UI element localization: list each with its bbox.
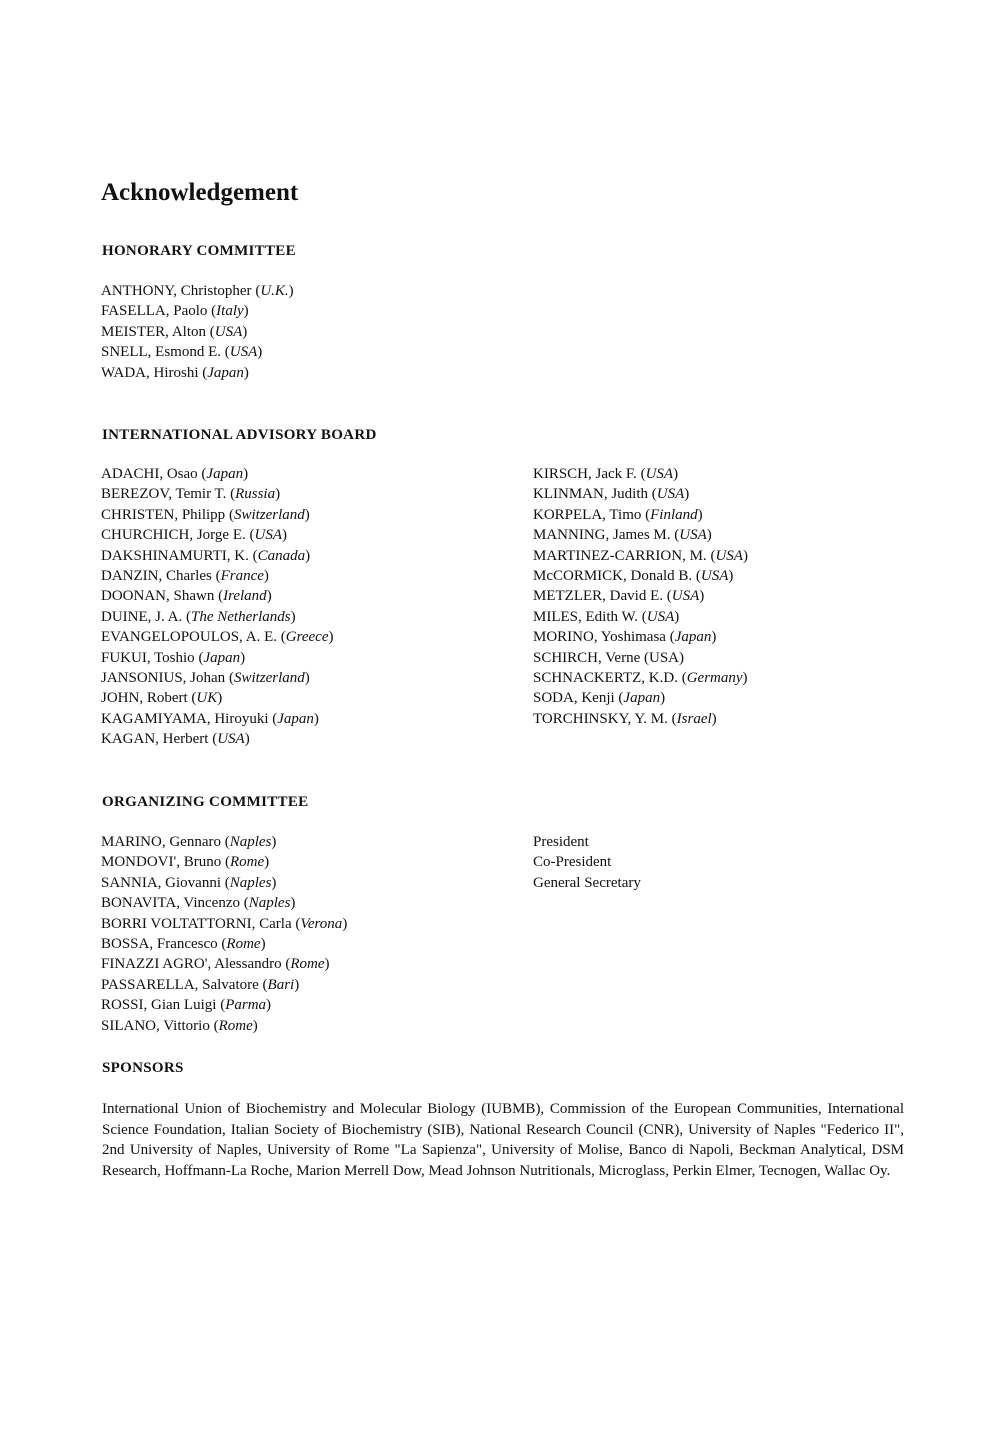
member-name: SCHNACKERTZ, K.D.: [533, 670, 678, 687]
advisory-board-left-list: [101, 464, 333, 750]
member-country: Israel: [676, 710, 712, 727]
member-entry: KAGAMIYAMA, Hiroyuki (Japan): [101, 710, 319, 727]
member-country: Russia: [235, 486, 276, 503]
member-name: BORRI VOLTATTORNI, Carla: [101, 915, 292, 932]
member-entry: FUKUI, Toshio (Japan): [101, 649, 246, 666]
member-name: MEISTER, Alton: [101, 323, 207, 340]
member-country: USA: [217, 731, 245, 748]
member-name: SODA, Kenji: [533, 690, 615, 707]
member-entry: ADACHI, Osao (Japan): [101, 466, 249, 482]
advisory-board-right-list: [533, 464, 748, 729]
member-country: Bari: [267, 976, 295, 993]
member-country: Ireland: [223, 588, 267, 605]
member-name: FUKUI, Toshio: [101, 649, 195, 666]
organizing-committee-heading: ORGANIZING COMMITTEE: [102, 794, 309, 810]
member-country: Rome: [218, 1017, 253, 1034]
member-country: Canada: [257, 547, 306, 564]
member-country: USA: [229, 344, 258, 361]
member-entry: JOHN, Robert (UK): [101, 690, 223, 707]
member-country: Japan: [623, 690, 661, 707]
member-country: Naples: [229, 874, 272, 891]
member-name: TORCHINSKY, Y. M.: [533, 710, 668, 727]
member-country: USA: [671, 588, 700, 605]
member-entry: BORRI VOLTATTORNI, Carla (Verona): [101, 915, 348, 932]
member-country: USA: [679, 527, 707, 544]
member-entry: CHURCHICH, Jorge E. (USA): [101, 527, 287, 544]
member-country: Italy: [216, 303, 244, 320]
member-name: ROSSI, Gian Luigi: [101, 997, 217, 1014]
member-entry: CHRISTEN, Philipp (Switzerland): [101, 506, 310, 523]
member-name: SNELL, Esmond E.: [101, 344, 221, 361]
member-entry: METZLER, David E. (USA): [533, 588, 705, 605]
member-entry: DAKSHINAMURTI, K. (Canada): [101, 547, 311, 564]
member-entry: EVANGELOPOULOS, A. E. (Greece): [101, 629, 334, 646]
member-entry: PASSARELLA, Salvatore (Bari): [101, 976, 300, 993]
member-name: KAGAMIYAMA, Hiroyuki: [101, 710, 269, 727]
member-entry: MARINO, Gennaro (Naples): [101, 834, 277, 850]
member-country: U.K.: [260, 283, 289, 299]
member-name: ADACHI, Osao: [101, 466, 198, 482]
member-country: Japan: [674, 629, 712, 646]
member-entry: KLINMAN, Judith (USA): [533, 486, 690, 503]
member-entry: MORINO, Yoshimasa (Japan): [533, 629, 717, 646]
member-name: DOONAN, Shawn: [101, 588, 215, 605]
member-name: BOSSA, Francesco: [101, 936, 218, 953]
member-entry: MONDOVI', Bruno (Rome): [101, 854, 270, 871]
member-country: USA: [700, 568, 729, 585]
member-country: Greece: [285, 629, 329, 646]
member-entry: KAGAN, Herbert (USA): [101, 731, 250, 748]
member-entry: MARTINEZ-CARRION, M. (USA): [533, 547, 748, 564]
member-country: Switzerland: [233, 670, 305, 687]
member-entry: MANNING, James M. (USA): [533, 527, 712, 544]
member-name: EVANGELOPOULOS, A. E.: [101, 629, 277, 646]
member-name: DANZIN, Charles: [101, 568, 212, 585]
member-entry: JANSONIUS, Johan (Switzerland): [101, 670, 310, 687]
member-country: Japan: [206, 466, 244, 482]
role-general-secretary: General Secretary: [533, 874, 641, 891]
member-entry: SILANO, Vittorio (Rome): [101, 1017, 258, 1034]
member-country: France: [220, 568, 264, 585]
page-title: Acknowledgement: [101, 179, 299, 206]
advisory-board-heading: INTERNATIONAL ADVISORY BOARD: [102, 427, 377, 443]
member-entry: SODA, Kenji (Japan): [533, 690, 666, 707]
member-country: USA: [646, 608, 675, 625]
honorary-committee-heading: HONORARY COMMITTEE: [102, 243, 296, 259]
member-country: Rome: [290, 956, 325, 973]
member-country: The Netherlands: [191, 608, 291, 625]
member-entry: BEREZOV, Temir T. (Russia): [101, 486, 281, 503]
member-country: Japan: [277, 710, 314, 727]
member-country: Finland: [650, 506, 698, 523]
member-entry: KIRSCH, Jack F. (USA): [533, 466, 679, 482]
member-name: WADA, Hiroshi: [101, 364, 199, 381]
member-name: CHRISTEN, Philipp: [101, 506, 226, 523]
member-entry: FINAZZI AGRO', Alessandro (Rome): [101, 956, 330, 973]
member-name: MANNING, James M.: [533, 527, 671, 544]
member-country: Parma: [225, 997, 267, 1014]
member-country: USA: [645, 466, 674, 482]
member-country: Verona: [300, 915, 343, 932]
member-name: FASELLA, Paolo: [101, 303, 208, 320]
member-name: MARTINEZ-CARRION, M.: [533, 547, 707, 564]
member-entry: TORCHINSKY, Y. M. (Israel): [533, 710, 717, 727]
member-name: KAGAN, Herbert: [101, 731, 209, 748]
member-country: USA: [214, 323, 243, 340]
member-name: SANNIA, Giovanni: [101, 874, 221, 891]
member-country: USA: [254, 527, 282, 544]
member-entry: KORPELA, Timo (Finland): [533, 506, 703, 523]
member-name: BONAVITA, Vincenzo: [101, 895, 240, 912]
member-entry: BONAVITA, Vincenzo (Naples): [101, 895, 296, 912]
member-name: DUINE, J. A.: [101, 608, 183, 625]
member-entry: SCHNACKERTZ, K.D. (Germany): [533, 670, 748, 687]
member-name: BEREZOV, Temir T.: [101, 486, 227, 503]
organizing-committee-list: [101, 832, 347, 1036]
member-name: MORINO, Yoshimasa: [533, 629, 666, 646]
member-country: UK: [196, 690, 218, 707]
member-country: Naples: [248, 895, 291, 912]
member-country: USA: [648, 649, 679, 666]
member-entry: FASELLA, Paolo (Italy): [101, 303, 249, 320]
member-name: KORPELA, Timo: [533, 506, 642, 523]
honorary-committee-list: [101, 281, 294, 383]
member-name: CHURCHICH, Jorge E.: [101, 527, 246, 544]
member-name: JOHN, Robert: [101, 690, 188, 707]
member-country: USA: [715, 547, 743, 564]
member-entry: MILES, Edith W. (USA): [533, 608, 680, 625]
member-country: Japan: [207, 364, 244, 381]
member-entry: ROSSI, Gian Luigi (Parma): [101, 997, 272, 1014]
member-entry: WADA, Hiroshi (Japan): [101, 364, 249, 381]
member-name: MARINO, Gennaro: [101, 834, 221, 850]
role-co-president: Co-President: [533, 854, 612, 871]
member-name: SILANO, Vittorio: [101, 1017, 210, 1034]
member-entry: DANZIN, Charles (France): [101, 568, 269, 585]
member-entry: DOONAN, Shawn (Ireland): [101, 588, 272, 605]
member-entry: DUINE, J. A. (The Netherlands): [101, 608, 296, 625]
member-country: Rome: [226, 936, 261, 953]
member-name: JANSONIUS, Johan: [101, 670, 226, 687]
organizing-roles-list: [533, 832, 641, 893]
sponsors-text: International Union of Biochemistry and Molecular Biology (IUBMB), Commission of the European Communities, International Science Foundation, Italian Society of Biochemistry (SIB), National Research Council (CNR), University of Naples "Federico II", 2nd University of Naples, University of Rome "La Sapienza", University of Molise, Banco di Napoli, Beckman Analytical, DSM Research, Hoffmann-La Roche, Marion Merrell Dow, Mead Johnson Nutritionals, Microglass, Perkin Elmer, Tecnogen, Wallac Oy.: [102, 1101, 904, 1179]
member-entry: SCHIRCH, Verne (USA): [533, 649, 684, 666]
member-name: McCORMICK, Donald B.: [533, 568, 693, 585]
member-country: USA: [656, 486, 685, 503]
member-name: PASSARELLA, Salvatore: [101, 976, 259, 993]
member-country: Japan: [203, 649, 241, 666]
sponsors-heading: SPONSORS: [102, 1060, 184, 1076]
member-entry: SANNIA, Giovanni (Naples): [101, 874, 277, 891]
member-name: MILES, Edith W.: [533, 608, 639, 625]
member-country: Rome: [229, 854, 265, 871]
member-name: FINAZZI AGRO', Alessandro: [101, 956, 282, 973]
role-president: President: [533, 834, 589, 850]
member-name: DAKSHINAMURTI, K.: [101, 547, 249, 564]
member-entry: SNELL, Esmond E. (USA): [101, 344, 263, 361]
member-name: ANTHONY, Christopher: [101, 283, 252, 299]
member-country: Naples: [229, 834, 272, 850]
member-name: MONDOVI', Bruno: [101, 854, 222, 871]
member-country: Switzerland: [233, 506, 305, 523]
member-entry: McCORMICK, Donald B. (USA): [533, 568, 734, 585]
member-name: SCHIRCH, Verne: [533, 649, 641, 666]
member-entry: BOSSA, Francesco (Rome): [101, 936, 266, 953]
member-name: METZLER, David E.: [533, 588, 663, 605]
member-name: KIRSCH, Jack F.: [533, 466, 637, 482]
member-name: KLINMAN, Judith: [533, 486, 648, 503]
member-entry: ANTHONY, Christopher (U.K.): [101, 283, 294, 299]
member-country: Germany: [686, 670, 743, 687]
member-entry: MEISTER, Alton (USA): [101, 323, 248, 340]
